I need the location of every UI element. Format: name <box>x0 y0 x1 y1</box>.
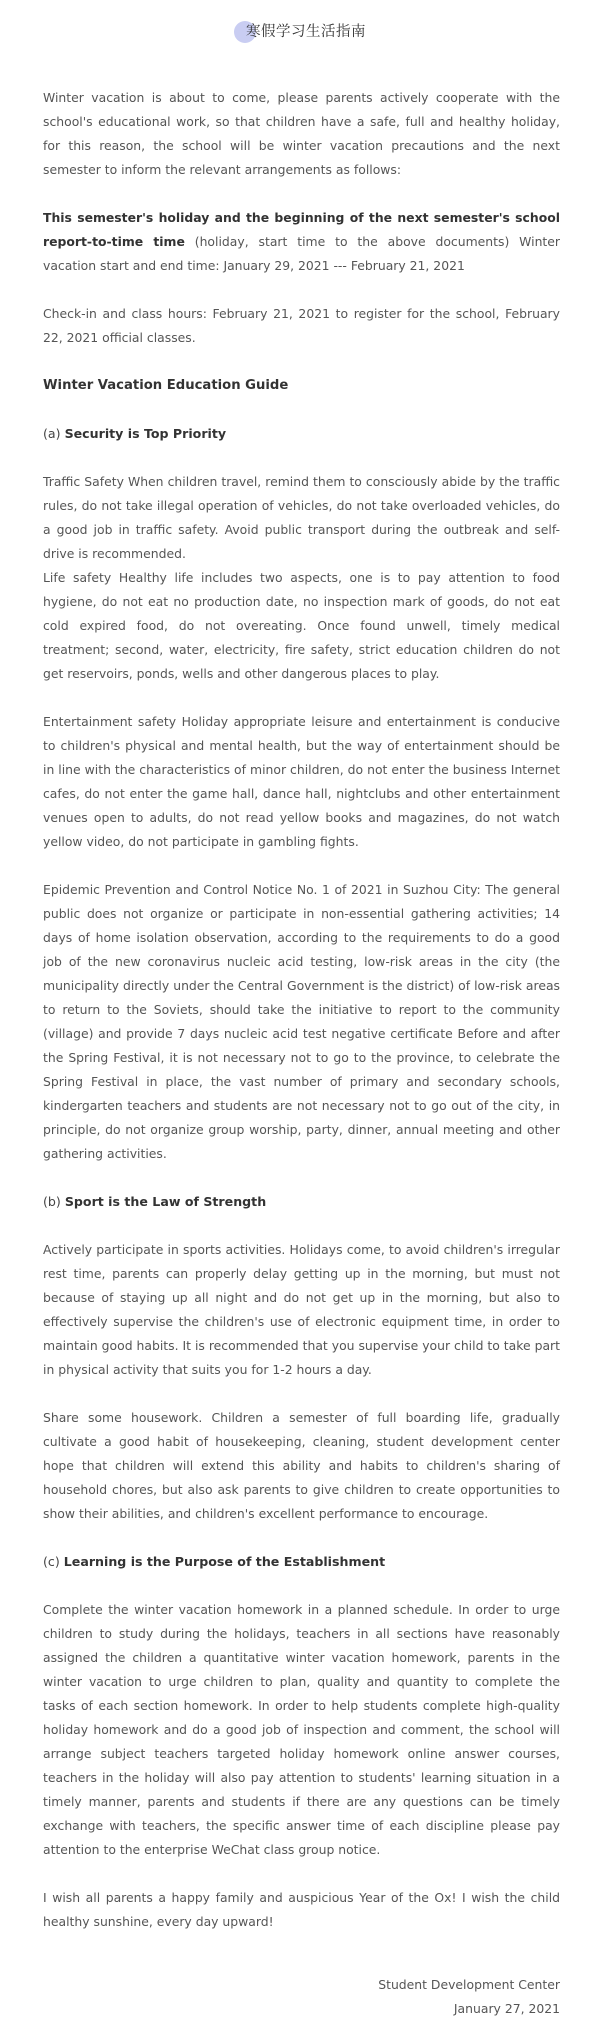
page-header <box>0 19 600 45</box>
section-c-prefix: (c) <box>43 1554 64 1569</box>
signature-date: January 27, 2021 <box>453 2001 560 2016</box>
section-b-title: Sport is the Law of Strength <box>64 1194 267 1209</box>
page-title: 寒假学习生活指南 <box>246 24 366 40</box>
section-a-title: Security is Top Priority <box>64 426 227 441</box>
article-body <box>43 86 560 2021</box>
section-c-title: Learning is the Purpose of the Establishment <box>63 1554 386 1569</box>
homework-paragraph: Complete the winter vacation homework in a planned schedule. In order to urge children to study during the holidays, teachers in all sections have reasonably assigned the children a quantitative winter vacation homework, parents in the winter vacation to urge children to plan, quality and quantity to complete the tasks of each section homework. In order to help students complete high-quality holiday homework and do a good job of inspection and comment, the school will arrange subject teachers targeted holiday homework online answer courses, teachers in the holiday will also pay attention to students' learning situation in a timely manner, parents and students if there are any questions can be timely exchange with teachers, the specific answer time of each discipline please pay attention to the enterprise WeChat class group notice. <box>43 1602 560 1857</box>
section-a-prefix: (a) <box>43 426 65 441</box>
section-c-heading <box>43 1550 560 1574</box>
signature-block <box>43 1973 560 2021</box>
housework-paragraph: Share some housework. Children a semester of full boarding life, gradually cultivate a good habit of housekeeping, cleaning, student development center hope that children will extend this ability and habits to children's sharing of household chores, but also ask parents to give children to create opportunities to show their abilities, and children's excellent performance to encourage. <box>43 1410 560 1521</box>
section-b-prefix: (b) <box>43 1194 65 1209</box>
schedule-lead: This semester's holiday and the beginning of the next semester's school report-to-time time <box>43 210 560 249</box>
entertainment-safety-paragraph: Entertainment safety Holiday appropriate leisure and entertainment is conducive to children's physical and mental health, but the way of entertainment should be in line with the characteristics of minor children, do not enter the business Internet cafes, do not enter the game hall, dance hall, nightclubs and other entertainment venues open to adults, do not read yellow books and magazines, do not watch yellow video, do not participate in gambling fights. <box>43 714 560 849</box>
section-a-heading <box>43 422 560 446</box>
schedule-paragraph <box>43 206 560 278</box>
traffic-safety-paragraph: Traffic Safety When children travel, remind them to consciously abide by the traffic rules, do not take illegal operation of vehicles, do not take overloaded vehicles, do a good job in traffic safety. Avoid public transport during the outbreak and self-drive is recommended. <box>43 474 560 561</box>
life-safety-paragraph: Life safety Healthy life includes two aspects, one is to pay attention to food hygiene, do not eat no production date, no inspection mark of goods, do not eat cold expired food, do not overeating. Once found unwell, timely medical treatment; second, water, electricity, fire safety, strict education children do not get reservoirs, ponds, wells and other dangerous places to play. <box>43 570 560 681</box>
section-b-heading <box>43 1190 560 1214</box>
guide-title: Winter Vacation Education Guide <box>43 378 289 393</box>
signature-org: Student Development Center <box>378 1977 560 1992</box>
title-wrap <box>234 19 366 45</box>
sports-paragraph: Actively participate in sports activities. Holidays come, to avoid children's irregular rest time, parents can properly delay getting up in the morning, but must not because of staying up all night and do not get up in the morning, but also to effectively supervise the children's use of electronic equipment time, in order to maintain good habits. It is recommended that you supervise your child to take part in physical activity that suits you for 1-2 hours a day. <box>43 1242 560 1377</box>
checkin-paragraph: Check-in and class hours: February 21, 2021 to register for the school, February 22, 2021 official classes. <box>43 306 560 345</box>
intro-paragraph: Winter vacation is about to come, please parents actively cooperate with the school's educational work, so that children have a safe, full and healthy holiday, for this reason, the school will be winter vacation precautions and the next semester to inform the relevant arrangements as follows: <box>43 90 560 177</box>
epidemic-notice-paragraph: Epidemic Prevention and Control Notice No. 1 of 2021 in Suzhou City: The general public does not organize or participate in non-essential gathering activities; 14 days of home isolation observation, according to the requirements to do a good job of the new coronavirus nucleic acid testing, low-risk areas in the city (the municipality directly under the Central Government is the district) of low-risk areas to return to the Soviets, should take the initiative to report to the community (village) and provide 7 days nucleic acid test negative certificate Before and after the Spring Festival, it is not necessary not to go to the province, to celebrate the Spring Festival in place, the vast number of primary and secondary schools, kindergarten teachers and students are not necessary not to go out of the city, in principle, do not organize group worship, party, dinner, annual meeting and other gathering activities. <box>43 882 560 1161</box>
closing-paragraph: I wish all parents a happy family and auspicious Year of the Ox! I wish the child healthy sunshine, every day upward! <box>43 1890 560 1929</box>
schedule-dates: (holiday, start time to the above documents) Winter vacation start and end time: January 29, 2021 --- February 21, 2021 <box>43 234 561 273</box>
